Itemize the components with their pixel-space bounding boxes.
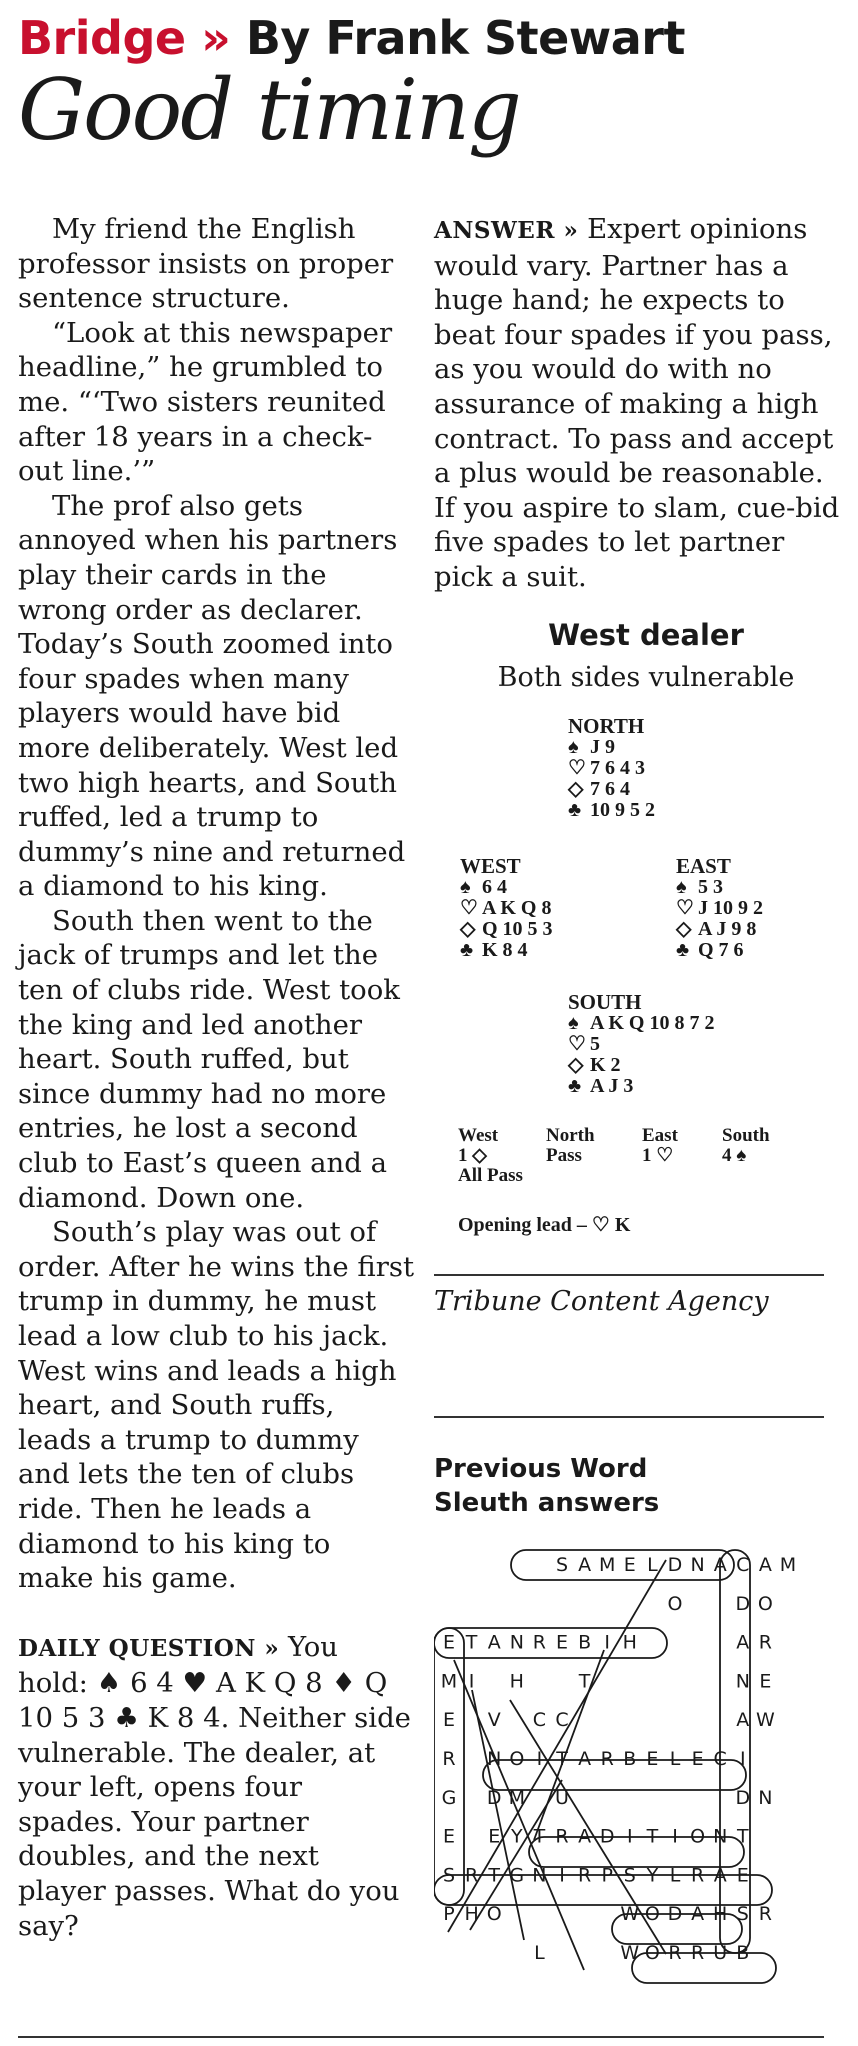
spade-icon: ♠: [568, 1012, 579, 1034]
headline: Good timing: [18, 61, 520, 160]
grid-letter: W: [620, 1903, 640, 1926]
grid-letter: T: [736, 1825, 749, 1848]
grid-letter: N: [690, 1554, 705, 1576]
grid-letter: I: [559, 1864, 565, 1887]
section-label: Bridge »: [18, 11, 231, 65]
grid-letter: S: [442, 1864, 456, 1887]
grid-letter: U: [713, 1942, 728, 1964]
dealer-title: West dealer: [548, 618, 744, 652]
grid-letter: A: [713, 1864, 727, 1887]
heart-icon: ♡: [676, 897, 694, 919]
article-body-left: [18, 212, 414, 1943]
paragraph: “Look at this newspaper headline,” he grumbled to me. “‘Two sisters reunited after 18 years in a check-out line.’”: [18, 316, 393, 488]
spade-icon: ♠: [676, 876, 687, 898]
grid-letter: D: [667, 1903, 683, 1926]
grid-letter: D: [667, 1554, 683, 1576]
grid-letter: R: [577, 1864, 592, 1887]
diamond-icon: ◇: [460, 918, 476, 940]
grid-letter: T: [646, 1825, 659, 1848]
grid-letter: N: [758, 1786, 773, 1809]
grid-letter: B: [578, 1631, 592, 1654]
spades-row: [568, 737, 655, 758]
grid-letter: P: [601, 1864, 613, 1887]
grid-letter: L: [647, 1554, 658, 1576]
bid: 4 ♠: [722, 1145, 747, 1166]
agency-credit: Tribune Content Agency: [434, 1286, 769, 1317]
grid-letter: A: [578, 1748, 592, 1770]
bidding-west: [458, 1126, 523, 1186]
grid-letter: I: [672, 1825, 678, 1848]
hand-name: SOUTH: [568, 990, 642, 1014]
bidding-header: East: [642, 1125, 678, 1146]
word-sleuth-grid: [434, 1540, 814, 2020]
byline: By Frank Stewart: [245, 11, 685, 65]
grid-letter: S: [736, 1903, 749, 1926]
grid-letter: O: [644, 1942, 660, 1964]
grid-letter: G: [509, 1864, 525, 1887]
answer-block: [434, 212, 842, 595]
bidding-header: West: [458, 1125, 499, 1146]
grid-letter: R: [600, 1748, 614, 1770]
south-hand: [568, 992, 714, 1097]
daily-question: [18, 1630, 414, 1943]
heart-icon: ♡: [568, 1033, 586, 1055]
clubs-cards: K 8 4: [482, 939, 528, 961]
bottom-divider: [18, 2036, 824, 2038]
grid-letter: I: [536, 1748, 543, 1770]
spade-icon: ♠: [568, 736, 579, 758]
answer-loop-diagonal: [534, 1650, 604, 1840]
grid-letter: L: [534, 1942, 545, 1964]
diamond-icon: ◇: [676, 918, 692, 940]
bidding-header: North: [546, 1125, 595, 1146]
hand-name: NORTH: [568, 714, 645, 738]
grid-letter: I: [739, 1748, 746, 1770]
grid-letter: A: [713, 1554, 727, 1576]
grid-letter: O: [644, 1903, 660, 1926]
grid-letter: O: [757, 1592, 773, 1615]
grid-letter: E: [442, 1709, 456, 1732]
club-icon: ♣: [568, 799, 582, 821]
grid-letter: R: [555, 1825, 569, 1848]
grid-letter: A: [691, 1903, 705, 1926]
daily-question-text: You hold: ♠ 6 4 ♥ A K Q 8 ♦ Q 10 5 3 ♣ K 8 4. Neither side vulnerable. The dealer, at your left, opens four spades. Your partner doubles, and the next player passes. What do you say?: [18, 1630, 411, 1942]
bid: All Pass: [458, 1165, 523, 1186]
hearts-cards: 5: [590, 1033, 600, 1055]
grid-letter: W: [620, 1942, 640, 1964]
spade-icon: ♠: [460, 876, 471, 898]
spades-cards: J 9: [590, 736, 615, 758]
grid-letter: O: [690, 1825, 706, 1848]
hearts-row: [568, 758, 655, 779]
diamonds-cards: Q 10 5 3: [482, 918, 553, 940]
paragraph: South’s play was out of order. After he wins the first trump in dummy, he must lead a low club to his jack. West wins and leads a high heart, and South ruffs, leads a trump to dummy and lets the ten of clubs ride. Then he leads a diamond to his king to make his game.: [18, 1216, 415, 1595]
hand-name: WEST: [460, 854, 521, 878]
diamonds-cards: 7 6 4: [590, 778, 630, 800]
grid-letter: A: [578, 1825, 592, 1848]
spades-row: [568, 1013, 714, 1034]
grid-letter: H: [622, 1631, 637, 1654]
diamonds-row: [676, 919, 763, 940]
grid-letter: M: [508, 1786, 526, 1809]
grid-letter: E: [691, 1748, 704, 1770]
previous-answers-title: [434, 1452, 659, 1520]
paragraph: The prof also gets annoyed when his partners play their cards in the wrong order as declarer. Today’s South zoomed into four spades when many players would have bid more deliberately. West led two high hearts, and South ruffed, led a trump to dummy’s nine and returned a diamond to his king.: [18, 489, 406, 903]
bid: 1 ♡: [642, 1145, 674, 1166]
heart-icon: ♡: [460, 897, 478, 919]
opening-lead: Opening lead – ♡ K: [458, 1214, 631, 1236]
previous-answers-line: Sleuth answers: [434, 1488, 660, 1518]
grid-letter: I: [604, 1631, 611, 1654]
heart-icon: ♡: [568, 757, 586, 779]
grid-letter: N: [487, 1748, 502, 1770]
grid-letter: N: [713, 1825, 728, 1848]
bidding-header: South: [722, 1125, 770, 1146]
grid-letter: U: [555, 1786, 569, 1809]
hearts-row: [460, 898, 553, 919]
hearts-cards: A K Q 8: [482, 897, 552, 919]
diamonds-row: [568, 779, 655, 800]
diamonds-row: [460, 919, 553, 940]
grid-letter: R: [758, 1903, 773, 1926]
grid-letter: H: [713, 1903, 728, 1926]
answer-text: Expert opinions would vary. Partner has a huge hand; he expects to beat four spades if you pass, as you would do with no assurance of making a high contract. To pass and accept a plus would be reasonable. If you aspire to slam, cue-bid five spades to let partner pick a suit.: [434, 213, 840, 593]
article-header: [18, 11, 848, 160]
grid-letter: R: [690, 1942, 705, 1964]
grid-letter: S: [623, 1864, 636, 1887]
west-hand: [460, 856, 553, 961]
grid-letter: C: [713, 1748, 727, 1770]
grid-letter: T: [556, 1748, 568, 1770]
grid-letter: C: [532, 1709, 547, 1732]
grid-letter: O: [509, 1748, 525, 1770]
spades-row: [676, 877, 763, 898]
club-icon: ♣: [568, 1075, 582, 1097]
word-sleuth-puzzle: [434, 1540, 814, 2020]
grid-letter: C: [555, 1709, 569, 1732]
paragraph: My friend the English professor insists on proper sentence structure.: [18, 213, 394, 315]
grid-letter: L: [669, 1748, 681, 1770]
clubs-cards: A J 3: [590, 1075, 634, 1097]
grid-letter: Y: [510, 1825, 523, 1848]
grid-letter: Y: [646, 1864, 659, 1887]
grid-letter: M: [598, 1554, 616, 1576]
grid-letter: N: [509, 1631, 524, 1654]
club-icon: ♣: [676, 939, 690, 961]
hearts-cards: 7 6 4 3: [590, 757, 645, 779]
grid-letter: S: [555, 1554, 569, 1576]
grid-letter: R: [442, 1748, 456, 1770]
spades-row: [460, 877, 553, 898]
grid-letter: A: [736, 1631, 750, 1654]
section-kicker: [18, 11, 848, 65]
north-hand: [568, 716, 655, 821]
hearts-row: [568, 1034, 714, 1055]
clubs-row: [568, 800, 655, 821]
grid-letter: R: [464, 1864, 479, 1887]
grid-letter: T: [578, 1670, 591, 1693]
diamonds-cards: K 2: [590, 1054, 621, 1076]
grid-letter: E: [646, 1748, 659, 1770]
grid-letter: A: [758, 1554, 772, 1576]
grid-letter: O: [667, 1592, 683, 1615]
grid-letter: E: [759, 1670, 772, 1693]
grid-letter: R: [668, 1942, 682, 1964]
grid-letter: R: [532, 1631, 547, 1654]
grid-letter: P: [443, 1903, 455, 1926]
grid-letter: N: [735, 1670, 750, 1693]
grid-letter: A: [578, 1554, 592, 1576]
daily-question-label: DAILY QUESTION »: [18, 1634, 280, 1662]
grid-letter: E: [442, 1825, 456, 1848]
diamond-icon: ◇: [568, 778, 584, 800]
grid-letter: T: [533, 1825, 546, 1848]
clubs-row: [460, 940, 553, 961]
grid-letter: T: [488, 1864, 501, 1887]
grid-letter: A: [736, 1709, 750, 1732]
bid: 1 ◇: [458, 1145, 487, 1166]
diamonds-cards: A J 9 8: [698, 918, 757, 940]
answer-label: ANSWER »: [434, 217, 579, 244]
vulnerability: Both sides vulnerable: [497, 662, 795, 693]
hearts-cards: J 10 9 2: [698, 897, 763, 919]
clubs-row: [568, 1076, 714, 1097]
spades-cards: 6 4: [482, 876, 507, 898]
grid-letter: E: [623, 1554, 636, 1576]
grid-letter: I: [468, 1670, 475, 1693]
grid-letter: D: [735, 1592, 751, 1615]
clubs-cards: 10 9 5 2: [590, 799, 655, 821]
club-icon: ♣: [460, 939, 474, 961]
east-hand: [676, 856, 763, 961]
grid-letter: R: [758, 1631, 773, 1654]
grid-letter: B: [736, 1942, 750, 1964]
grid-letter: R: [690, 1864, 705, 1887]
grid-letter: L: [669, 1864, 681, 1887]
bidding-north: [546, 1126, 595, 1166]
grid-letter: E: [442, 1631, 456, 1654]
grid-letter: C: [736, 1554, 750, 1576]
clubs-row: [676, 940, 763, 961]
diamond-icon: ◇: [568, 1054, 584, 1076]
grid-letter: T: [465, 1631, 478, 1654]
bid: Pass: [546, 1145, 582, 1166]
grid-letter: E: [488, 1825, 501, 1848]
bidding-south: [722, 1126, 770, 1166]
diamonds-row: [568, 1055, 714, 1076]
grid-letter: H: [464, 1903, 479, 1926]
grid-letter: H: [509, 1670, 524, 1693]
grid-letter: B: [623, 1748, 637, 1770]
grid-letter: E: [736, 1864, 749, 1887]
grid-letter: V: [487, 1709, 501, 1732]
grid-letter: I: [626, 1825, 633, 1848]
clubs-cards: Q 7 6: [698, 939, 744, 961]
grid-letter: D: [735, 1786, 751, 1809]
hand-name: EAST: [676, 854, 731, 878]
grid-letter: M: [440, 1670, 458, 1693]
spades-cards: A K Q 10 8 7 2: [590, 1012, 715, 1034]
grid-letter: A: [487, 1631, 501, 1654]
grid-letters: [441, 1554, 796, 1964]
previous-answers-line: Previous Word: [434, 1454, 648, 1484]
grid-letter: E: [555, 1631, 569, 1654]
grid-letter: D: [599, 1825, 615, 1848]
grid-letter: G: [441, 1786, 457, 1809]
spades-cards: 5 3: [698, 876, 723, 898]
divider: [434, 1274, 824, 1276]
grid-letter: N: [532, 1864, 547, 1887]
grid-letter: O: [486, 1903, 502, 1926]
grid-letter: W: [756, 1709, 775, 1732]
bidding-east: [642, 1126, 678, 1166]
hearts-row: [676, 898, 763, 919]
grid-letter: D: [486, 1786, 502, 1809]
answer: [434, 212, 842, 595]
paragraph: South then went to the jack of trumps and let the ten of clubs ride. West took the king and led another heart. South ruffed, but since dummy had no more entries, he lost a second club to East’s queen and a diamond. Down one.: [18, 904, 400, 1214]
divider: [434, 1416, 824, 1418]
grid-letter: M: [779, 1554, 797, 1576]
